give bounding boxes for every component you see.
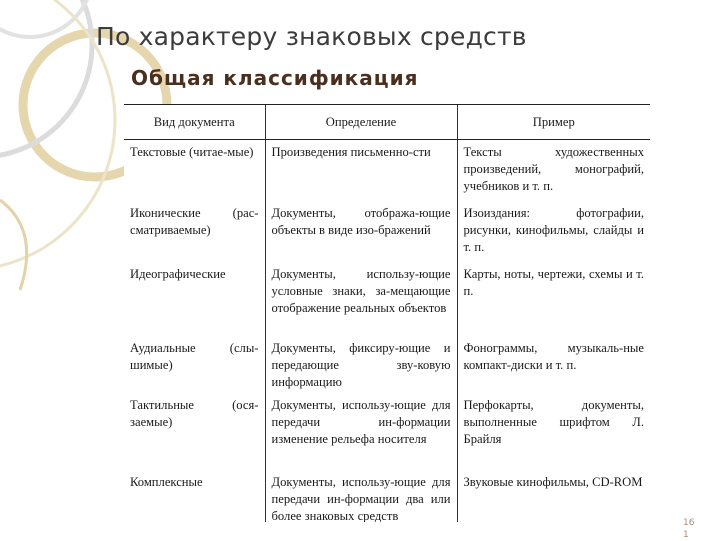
page-number-line2: 1	[683, 530, 689, 540]
classification-table-container	[124, 104, 650, 522]
cell-definition: Документы, отобража-ющие объекты в виде изо-бражений	[265, 201, 457, 262]
cell-definition: Документы, использу-ющие условные знаки, за-мещающие отображение реальных объектов	[265, 262, 457, 336]
slide-title: По характеру знаковых средств	[96, 22, 527, 51]
cell-example: Перфокарты, документы, выполненные шрифтом Л. Брайля	[457, 393, 650, 470]
header-example: Пример	[457, 105, 650, 140]
cell-document-type: Тактильные (ося-заемые)	[130, 398, 259, 429]
cell-document-type: Иконические (рас-сматриваемые)	[130, 206, 259, 237]
cell-example: Тексты художественных произведений, монографий, учебников и т. п.	[457, 140, 650, 202]
decor-arc-lower	[0, 200, 27, 290]
cell-example: Изоиздания: фотографии, рисунки, кинофильмы, слайды и т. п.	[457, 201, 650, 262]
table-row	[124, 393, 650, 470]
cell-document-type: Аудиальные (слы-шимые)	[130, 341, 259, 372]
table-header-row	[124, 105, 650, 140]
cell-example: Фонограммы, музыкаль-ные компакт-диски и т. п.	[457, 336, 650, 393]
page-number-line1: 16	[683, 518, 695, 528]
cell-example: Карты, ноты, чертежи, схемы и т. п.	[457, 262, 650, 336]
table-row	[124, 201, 650, 262]
table-row	[124, 336, 650, 393]
cell-definition: Произведения письменно-сти	[265, 140, 457, 202]
page-number	[683, 517, 703, 541]
cell-definition: Документы, фиксиру-ющие и передающие зву-ковую информацию	[265, 336, 457, 393]
table-row	[124, 262, 650, 336]
table-row	[124, 470, 650, 522]
table-subtitle: Общая классификация	[131, 66, 419, 90]
cell-definition: Документы, использу-ющие для передачи ин-формации изменение рельефа носителя	[265, 393, 457, 470]
cell-example: Звуковые кинофильмы, CD-ROM	[457, 470, 650, 522]
cell-document-type: Текстовые (читае-мые)	[130, 145, 254, 159]
table-row	[124, 140, 650, 202]
classification-table	[124, 104, 650, 522]
header-definition: Определение	[265, 105, 457, 140]
cell-document-type: Идеографические	[130, 267, 226, 281]
cell-definition: Документы, использу-ющие для передачи ин-формации два или более знаковых средств	[265, 470, 457, 522]
header-document-type: Вид документа	[124, 105, 265, 140]
cell-document-type: Комплексные	[130, 475, 203, 489]
